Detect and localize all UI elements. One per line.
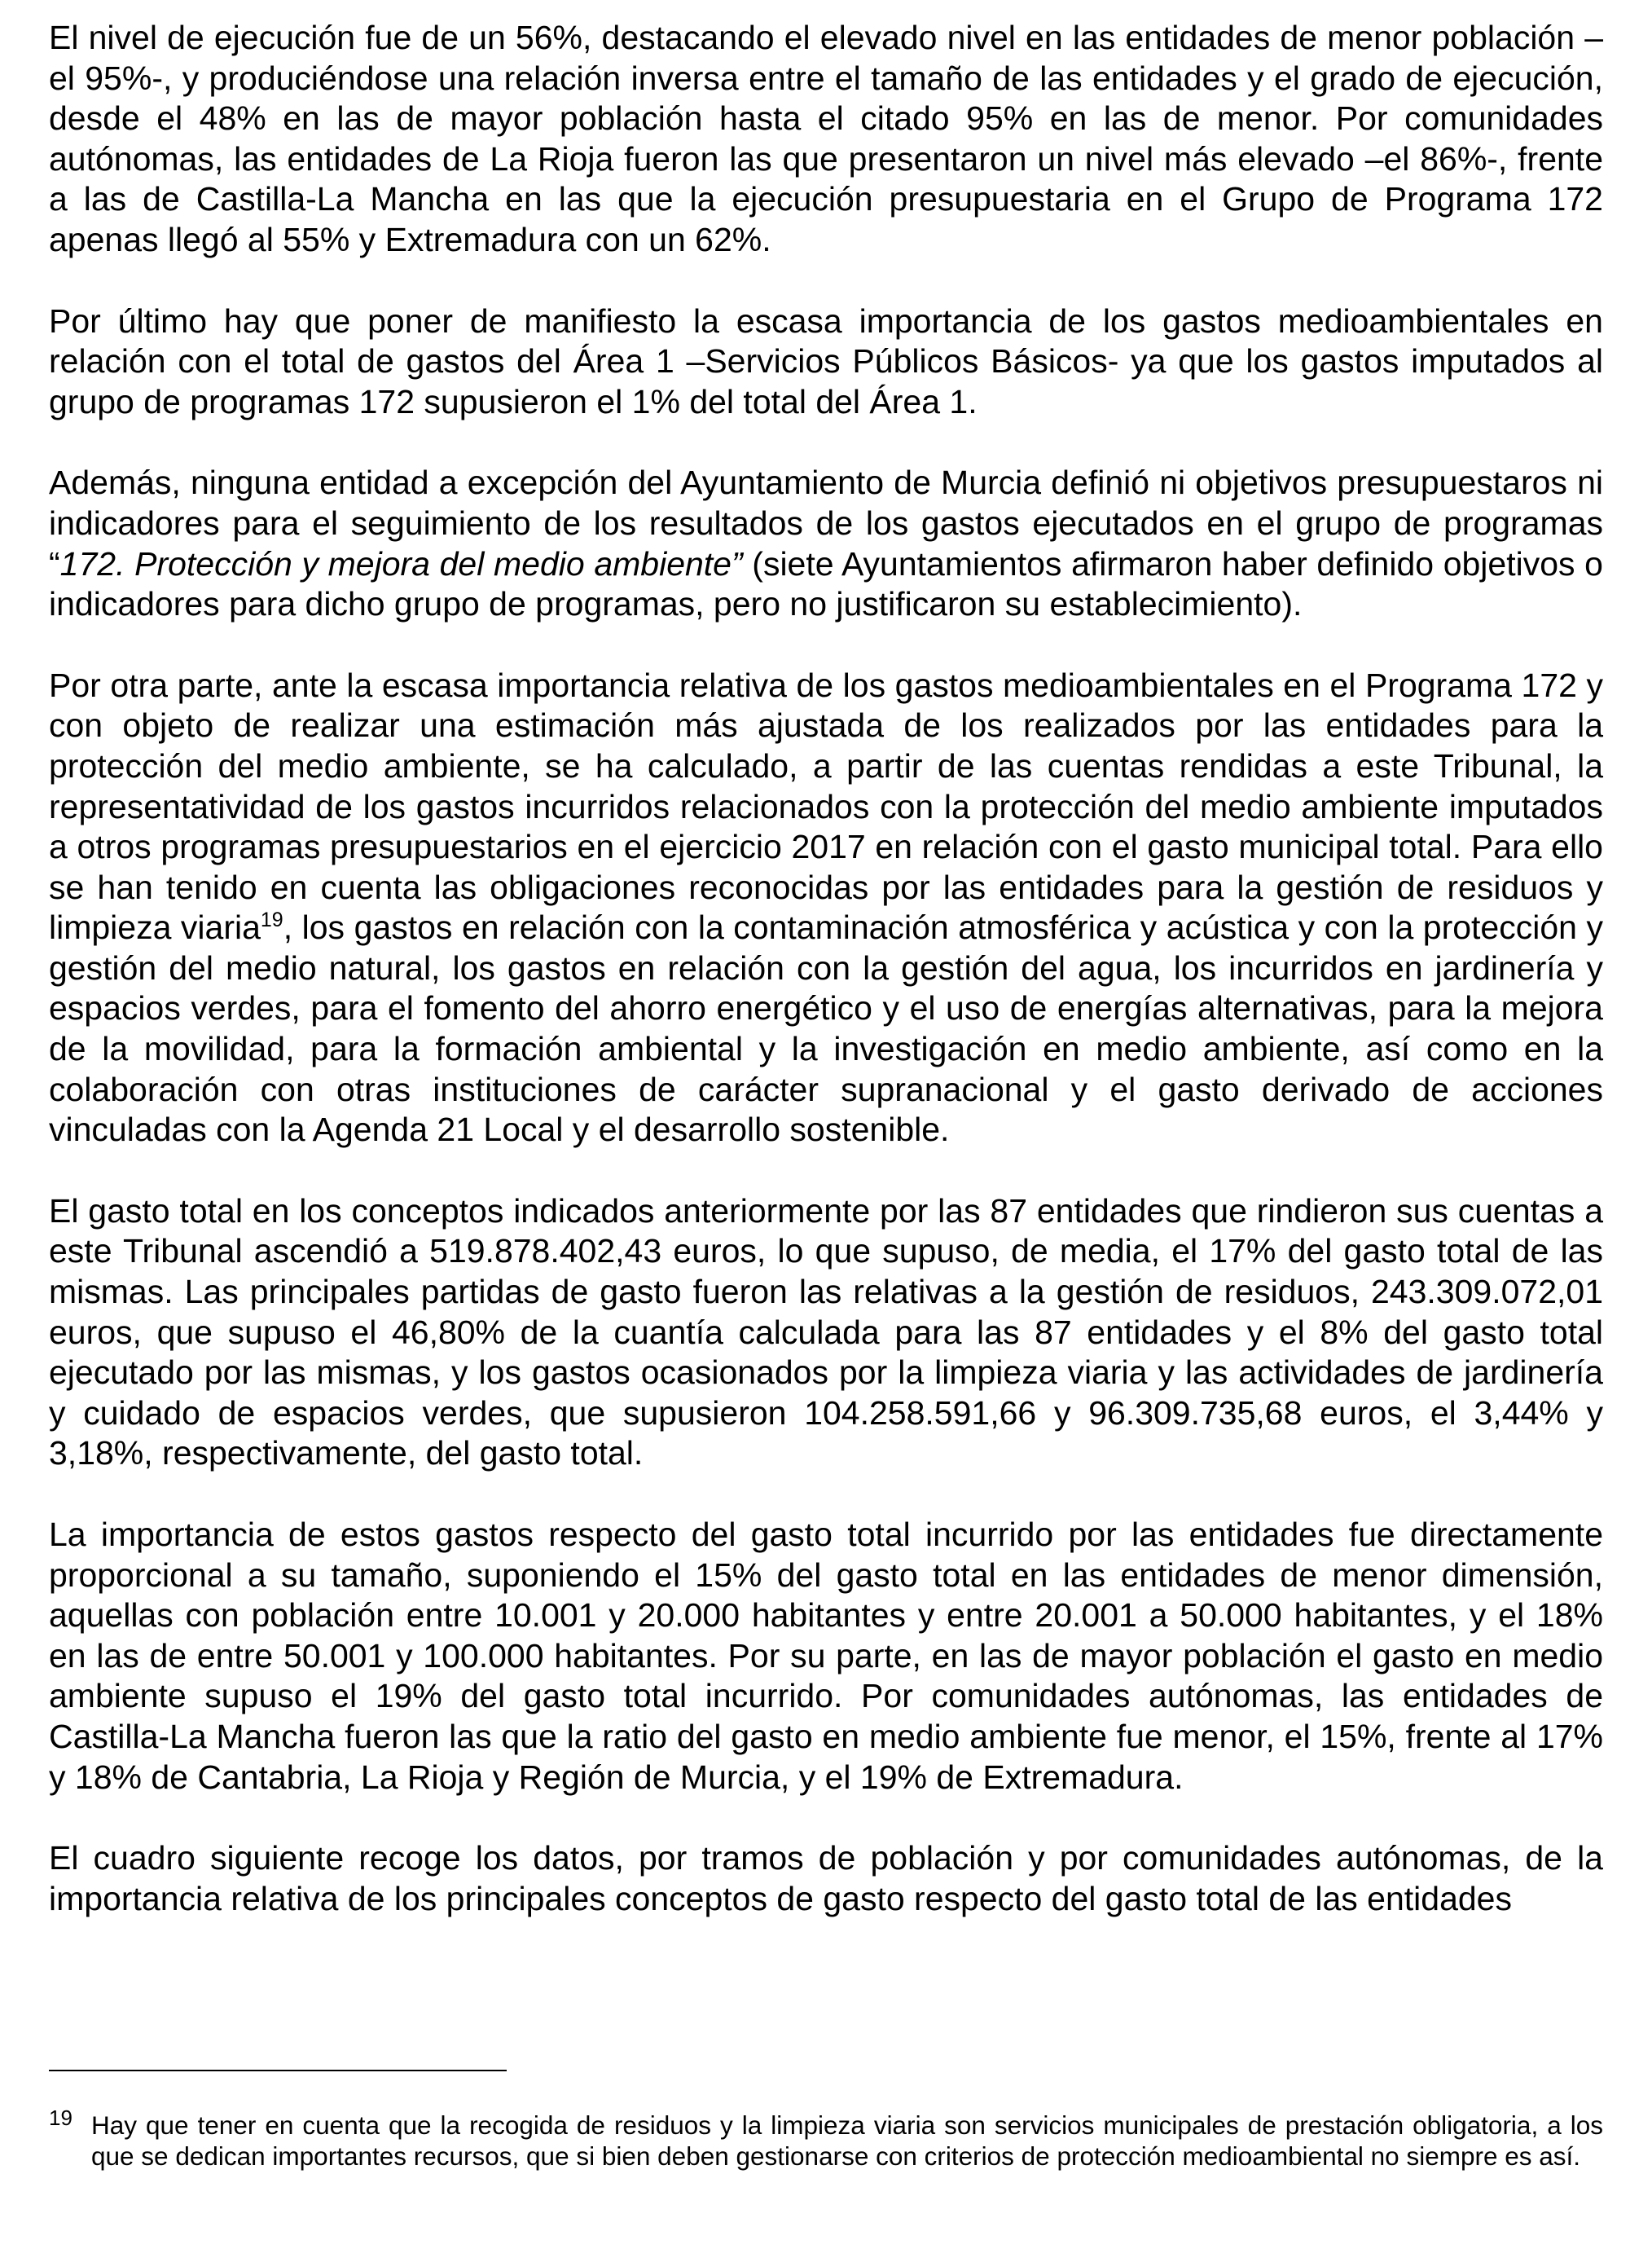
paragraph-ejecucion: El nivel de ejecución fue de un 56%, destacando el elevado nivel en las entidades de menor población –el 95%-, y produciéndose una relación inversa entre el tamaño de las entidades y el grado de ejecución, desde el 48% en las de mayor población hasta el citado 95% en las de menor. Por comunidades autónomas, las entidades de La Rioja fueron las que presentaron un nivel más elevado –el 86%-, frente a las de Castilla-La Mancha en las que la ejecución presupuestaria en el Grupo de Programa 172 apenas llegó al 55% y Extremadura con un 62%. [49,19,1603,258]
footnote-reference[interactable]: 19 [260,909,283,932]
paragraph-text: (siete Ayuntamientos afirmaron haber definido objetivos o indicadores para dicho grupo de programas, pero no justificaron su establecimiento). [49,544,1603,623]
paragraph-objetivos-indicadores [49,463,1603,624]
paragraph-proporcional-tamano: La importancia de estos gastos respecto del gasto total incurrido por las entidades fue directamente proporcional a su tamaño, suponiendo el 15% del gasto total en las entidades de menor dimensión, aquellas con población entre 10.001 y 20.000 habitantes y entre 20.001 a 50.000 habitantes, y el 18% en las de entre 50.001 y 100.000 habitantes. Por su parte, en las de mayor población el gasto en medio ambiente supuso el 19% del gasto total incurrido. Por comunidades autónomas, las entidades de Castilla-La Mancha fueron las que la ratio del gasto en medio ambiente fue menor, el 15%, frente al 17% y 18% de Cantabria, La Rioja y Región de Murcia, y el 19% de Extremadura. [49,1516,1603,1796]
paragraph-estimacion-gastos [49,666,1603,1151]
paragraph-text: Además, ninguna entidad a excepción del Ayuntamiento de Murcia definió ni objetivos presupuestaros ni indicadores para el seguimiento de los resultados de los gastos ejecutados en el grupo de programas “ [49,464,1603,583]
footnote [49,2106,1603,2172]
footnote-separator [49,2070,507,2071]
paragraph-gasto-total: El gasto total en los conceptos indicados anteriormente por las 87 entidades que rindieron sus cuentas a este Tribunal ascendió a 519.878.402,43 euros, lo que supuso, de media, el 17% del gasto total de las mismas. Las principales partidas de gasto fueron las relativas a la gestión de residuos, 243.309.072,01 euros, que supuso el 46,80% de la cuantía calculada para las 87 entidades y el 8% del gasto total ejecutado por las mismas, y los gastos ocasionados por la limpieza viaria y las actividades de jardinería y cuidado de espacios verdes, que supusieron 104.258.591,66 y 96.309.735,68 euros, el 3,44% y 3,18%, respectivamente, del gasto total. [49,1191,1603,1472]
paragraph-text: , los gastos en relación con la contaminación atmosférica y acústica y con la protección y gestión del medio natural, los gastos en relación con la gestión del agua, los incurridos en jardinería y espacios verdes, para el fomento del ahorro energético y el uso de energías alternativas, para la mejora de la movilidad, para la formación ambiental y la investigación en medio ambiente, así como en la colaboración con otras instituciones de carácter supranacional y el gasto derivado de acciones vinculadas con la Agenda 21 Local y el desarrollo sostenible. [49,909,1603,1149]
paragraph-importancia-area1: Por último hay que poner de manifiesto la escasa importancia de los gastos medioambientales en relación con el total de gastos del Área 1 –Servicios Públicos Básicos- ya que los gastos imputados al grupo de programas 172 supusieron el 1% del total del Área 1. [49,301,1603,420]
footnote-text: Hay que tener en cuenta que la recogida de residuos y la limpieza viaria son servicios municipales de prestación obligatoria, a los que se dedican importantes recursos, que si bien deben gestionarse con criterios de protección medioambiental no siempre es así. [91,2110,1603,2171]
program-title-italic: 172. Protección y mejora del medio ambiente” [59,544,743,583]
paragraph-text: Por otra parte, ante la escasa importancia relativa de los gastos medioambientales en el Programa 172 y con objeto de realizar una estimación más ajustada de los realizados por las entidades para la protección del medio ambiente, se ha calculado, a partir de las cuentas rendidas a este Tribunal, la representatividad de los gastos incurridos relacionados con la protección del medio ambiente imputados a otros programas presupuestarios en el ejercicio 2017 en relación con el gasto municipal total. Para ello se han tenido en cuenta las obligaciones reconocidas por las entidades para la gestión de residuos y limpieza viaria [49,666,1603,947]
document-body [49,18,1603,1960]
footnote-number: 19 [49,2106,72,2130]
paragraph-cuadro-siguiente: El cuadro siguiente recoge los datos, por tramos de población y por comunidades autónomas, de la importancia relativa de los principales conceptos de gasto respecto del gasto total de las entidades [49,1839,1603,1917]
